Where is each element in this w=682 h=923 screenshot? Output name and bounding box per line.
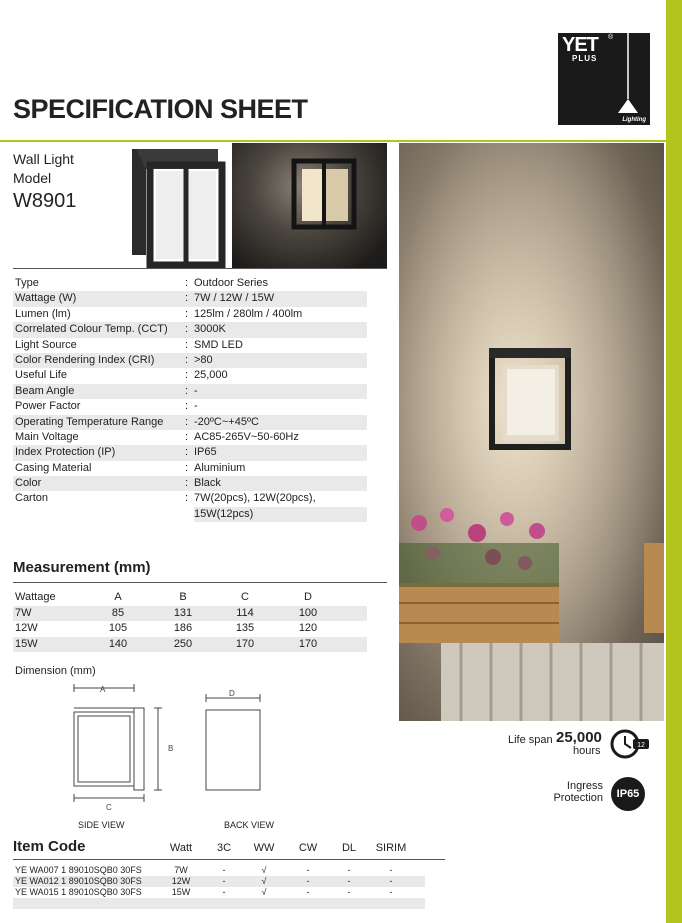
measurement-cell: 105: [108, 622, 128, 634]
spec-colon: :: [185, 323, 189, 336]
pendant-lamp-icon: [558, 33, 650, 125]
page-title: SPECIFICATION SHEET: [13, 94, 308, 124]
spec-colon: :: [185, 446, 189, 459]
item-code-cell: √: [261, 876, 267, 886]
lifespan-label: Life span: [508, 734, 553, 746]
dimension-label-d: D: [229, 689, 235, 698]
item-code-header: SIRIM: [375, 842, 407, 854]
measurement-cell: 12W: [15, 622, 38, 634]
measurement-row: [13, 606, 367, 622]
measurement-cell: 114: [236, 606, 254, 619]
spec-colon: :: [185, 353, 189, 366]
installation-scene-illustration: [399, 143, 664, 721]
measurement-cell: 120: [298, 622, 318, 634]
spec-label: Type: [15, 277, 39, 289]
spec-label: Operating Temperature Range: [15, 415, 164, 428]
spec-value: 7W(20pcs), 12W(20pcs),: [194, 492, 316, 505]
item-code-cell: -: [347, 865, 351, 875]
spec-value: -20ºC~+45ºC: [194, 415, 259, 428]
ip-rating-badge: IP65: [611, 777, 645, 811]
model-label: Model: [13, 170, 52, 186]
item-code-table: [13, 865, 425, 898]
header-divider: [0, 140, 666, 142]
spec-row: [13, 307, 367, 322]
measurement-header-row: [13, 590, 367, 606]
back-view-label: BACK VIEW: [224, 820, 275, 830]
item-code-cell: YE WA015 1 89010SQB0 30FS: [15, 887, 142, 897]
logo-tagline: Lighting: [622, 117, 646, 123]
model-code: W8901: [13, 190, 77, 212]
spec-value: 25,000: [194, 369, 228, 382]
spec-colon: :: [185, 430, 189, 443]
dimension-label-a: A: [100, 685, 106, 694]
lit-fixture-illustration: [232, 143, 387, 268]
spec-colon: :: [185, 400, 189, 413]
spec-row: [13, 353, 367, 368]
spec-label: Beam Angle: [15, 384, 75, 397]
spec-value: >80: [194, 353, 213, 366]
spec-value: IP65: [194, 446, 217, 459]
item-code-header: CW: [298, 842, 318, 854]
back-view-drawing: [206, 694, 260, 790]
measurement-cell: 140: [108, 637, 128, 650]
spec-table: [13, 276, 367, 521]
spec-value: Aluminium: [194, 461, 246, 474]
item-code-divider: [13, 859, 445, 860]
spec-row: [13, 276, 367, 291]
measurement-row: [13, 637, 367, 653]
item-code-title: Item Code: [13, 838, 86, 855]
dimension-diagram: [60, 678, 280, 818]
clock-badge-text: 12: [637, 742, 645, 749]
measurement-row: [13, 621, 367, 637]
spec-value: 125lm / 280lm / 400lm: [194, 307, 303, 320]
spec-row: [13, 291, 367, 306]
spec-colon: :: [185, 461, 189, 474]
spec-row: [13, 445, 367, 460]
measurement-cell: 131: [173, 606, 193, 619]
item-code-cell: YE WA012 1 89010SQB0 30FS: [15, 876, 142, 886]
item-code-cell: 7W: [174, 865, 188, 875]
dimension-label-c: C: [106, 803, 112, 812]
product-type: Wall Light: [13, 151, 74, 167]
spec-value: SMD LED: [194, 338, 243, 351]
spec-value-continued: 15W(12pcs): [194, 507, 367, 522]
product-photo-front: [122, 143, 230, 268]
spec-row: [13, 399, 367, 414]
item-code-cell: -: [347, 876, 351, 886]
clock-icon: [609, 726, 651, 762]
spec-colon: :: [185, 477, 189, 490]
side-view-label: SIDE VIEW: [78, 820, 125, 830]
spec-value: 7W / 12W / 15W: [194, 292, 275, 305]
brand-logo: [558, 33, 650, 125]
spec-label: Wattage (W): [15, 292, 77, 305]
spec-value: AC85-265V~50-60Hz: [194, 430, 299, 443]
measurement-cell: 135: [235, 622, 255, 634]
spec-label: Main Voltage: [15, 430, 79, 443]
lifespan-unit: hours: [573, 745, 601, 757]
spec-row: [13, 338, 367, 353]
wall-light-fixture-illustration: [122, 143, 230, 268]
spec-colon: :: [185, 292, 189, 305]
measurement-cell: 85: [111, 606, 125, 619]
item-code-header: 3C: [216, 842, 232, 854]
spec-label: Light Source: [15, 338, 77, 351]
hero-installation-photo: [399, 143, 664, 721]
item-code-cell: YE WA007 1 89010SQB0 30FS: [15, 865, 142, 875]
item-code-cell: -: [389, 865, 393, 875]
spec-label: Index Protection (IP): [15, 446, 116, 459]
measurement-divider: [13, 582, 387, 583]
spec-value: Outdoor Series: [194, 277, 268, 289]
dimension-title: Dimension (mm): [15, 665, 96, 677]
spec-row: [13, 368, 367, 383]
spec-colon: :: [185, 384, 189, 397]
item-code-cell: 12W: [171, 876, 191, 886]
measurement-cell: 186: [173, 622, 193, 634]
spec-value: Black: [194, 477, 221, 490]
spec-row: [13, 461, 367, 476]
measurement-cell: 170: [235, 637, 255, 650]
item-code-cell: 15W: [171, 887, 191, 897]
item-code-cell: -: [389, 876, 393, 886]
measurement-header: B: [179, 591, 187, 603]
spec-label: Useful Life: [15, 369, 67, 382]
item-code-cell: √: [261, 887, 267, 897]
spec-label: Power Factor: [15, 400, 81, 413]
spec-label: Color Rendering Index (CRI): [15, 353, 155, 366]
item-code-header: DL: [341, 842, 357, 854]
spec-value: -: [194, 384, 198, 397]
measurement-title: Measurement (mm): [13, 559, 151, 576]
spec-colon: :: [185, 338, 189, 351]
item-code-cell: -: [306, 887, 310, 897]
ingress-label-line: Ingress: [566, 780, 603, 792]
accent-side-bar: [666, 0, 682, 923]
spec-colon: :: [185, 369, 189, 382]
lifespan-value: 25,000: [556, 729, 602, 746]
item-code-row: [13, 887, 425, 898]
spec-row: [13, 415, 367, 430]
item-code-cell: √: [261, 865, 267, 875]
measurement-header: Wattage: [15, 591, 56, 603]
measurement-cell: 100: [298, 606, 318, 619]
product-model-block: [13, 150, 76, 214]
spec-row: [13, 491, 367, 521]
logo-sub-text: PLUS: [572, 54, 598, 63]
spec-colon: :: [185, 492, 189, 505]
spec-colon: :: [185, 415, 189, 428]
measurement-cell: 170: [298, 637, 318, 650]
measurement-header: C: [241, 591, 249, 603]
item-code-cell: -: [389, 887, 393, 897]
item-code-row: [13, 876, 425, 887]
spec-label: Carton: [15, 492, 49, 505]
item-code-cell: -: [306, 865, 310, 875]
item-code-row: [13, 865, 425, 876]
item-code-cell: -: [347, 887, 351, 897]
spec-label: Correlated Colour Temp. (CCT): [15, 323, 168, 336]
measurement-header: D: [304, 591, 312, 603]
ingress-label-line: Protection: [553, 792, 603, 804]
spec-row: [13, 476, 367, 491]
measurement-cell: 15W: [15, 637, 38, 650]
spec-label: Casing Material: [15, 461, 92, 474]
side-view-drawing: [74, 684, 162, 802]
spec-label: Lumen (lm): [15, 307, 71, 320]
logo-brand-text: YET: [562, 34, 598, 56]
measurement-cell: 250: [173, 637, 193, 650]
spec-value: -: [194, 400, 198, 413]
spec-value: 3000K: [194, 323, 226, 336]
spec-divider: [13, 268, 387, 269]
spec-label: Color: [15, 477, 42, 490]
item-code-filler-row: [13, 898, 425, 909]
spec-row: [13, 384, 367, 399]
item-code-cell: -: [222, 865, 226, 875]
item-code-cell: -: [222, 887, 226, 897]
ingress-label: [551, 780, 603, 804]
spec-row: [13, 322, 367, 337]
spec-row: [13, 430, 367, 445]
dimension-label-b: B: [168, 744, 174, 753]
measurement-header: A: [114, 591, 122, 603]
spec-colon: :: [185, 307, 189, 320]
item-code-header: WW: [253, 842, 275, 854]
item-code-header: Watt: [169, 842, 193, 854]
measurement-cell: 7W: [15, 606, 32, 619]
product-photo-lit: [232, 143, 387, 268]
item-code-cell: -: [222, 876, 226, 886]
measurement-table: [13, 590, 367, 652]
spec-colon: :: [185, 277, 189, 289]
logo-registered-mark: ®: [608, 34, 614, 41]
item-code-cell: -: [306, 876, 310, 886]
